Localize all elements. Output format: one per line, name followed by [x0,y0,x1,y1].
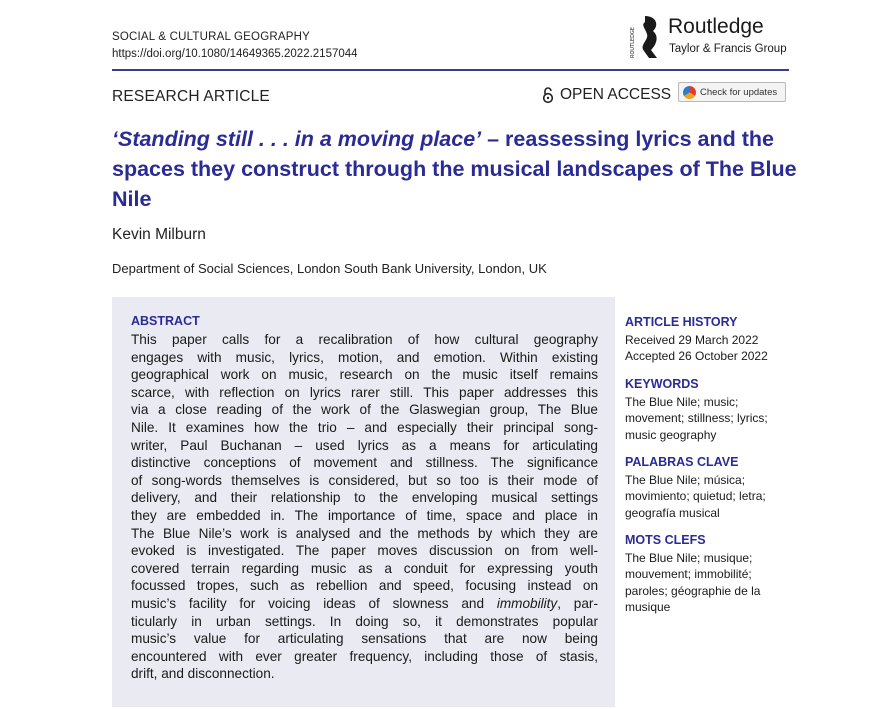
abstract-line: via a close reading of the work of the Glaswegian group, The Blue [131,402,598,418]
mots-clefs-section [625,532,795,616]
article-history-heading: ARTICLE HISTORY [625,315,738,329]
abstract-line: Nile. It examines how the trio – and especially their principal song- [131,419,598,435]
abstract-line: they are embedded in. The importance of time, space and place in [131,507,598,523]
doi-link[interactable]: https://doi.org/10.1080/14649365.2022.2157044 [112,48,358,60]
abstract-line: engages with music, lyrics, motion, and emotion. Within existing [131,349,598,365]
abstract-line: evoked is investigated. The paper moves discussion on from well- [131,543,598,559]
abstract-line: of song-words themselves is considered, but so too is their mode of [131,472,598,488]
author-affiliation: Department of Social Sciences, London South Bank University, London, UK [112,261,547,276]
abstract-line: distinctive conceptions of movement and stillness. The significance [131,455,598,471]
abstract-line: music’s value for articulating sensations that are now being [131,631,598,647]
abstract-italic-word: immobility [496,595,558,611]
abstract-line: delivery, and their relationship to the enveloping musical settings [131,490,598,506]
check-for-updates-label: Check for updates [700,86,778,98]
palabras-clave-heading: PALABRAS CLAVE [625,455,739,469]
open-lock-icon [541,86,555,104]
abstract-line: covered terrain regarding music as a conduit for expressing youth [131,560,598,576]
open-access-badge [541,86,671,104]
publisher-logo[interactable] [631,14,801,60]
received-date: Received 29 March 2022 [625,332,759,347]
abstract-line: encountered with ever greater frequency, including those of stasis, [131,648,598,664]
abstract-line: This paper calls for a recalibration of how cultural geography [131,332,598,347]
mots-clefs-list: The Blue Nile; musique; mouvement; immobilité; paroles; géographie de la musique [625,550,761,614]
accepted-date: Accepted 26 October 2022 [625,349,768,363]
palabras-clave-list: The Blue Nile; música; movimiento; quietud; letra; geografía musical [625,472,766,520]
article-title [112,124,802,214]
routledge-logo-icon [631,14,665,60]
palabras-clave-section [625,454,795,521]
abstract-text [131,331,598,683]
crossmark-icon [683,86,696,99]
abstract-line: geographical work on music, research on the music itself remains [131,367,598,383]
abstract-line: scarce, with reflection on lyrics rarer still. This paper addresses this [131,384,598,400]
keywords-section [625,376,795,443]
check-for-updates-button[interactable] [678,82,786,102]
abstract-line: The Blue Nile’s work is analysed and the methods by which they are [131,525,598,541]
keywords-heading: KEYWORDS [625,377,699,391]
abstract-line: ticularly in urban settings. In doing so, it demonstrates popular [131,613,598,629]
abstract-line-end: , par- [557,595,598,611]
title-rest: – reassessing lyrics and the spaces they construct through the musical landscapes of The Blue Nile [112,127,797,211]
abstract-heading: ABSTRACT [131,314,200,328]
author-name[interactable]: Kevin Milburn [112,226,206,243]
keywords-list: The Blue Nile; music; movement; stillness; lyrics; music geography [625,394,768,442]
abstract-line: focussed tropes, such as rebellion and speed, focusing instead on [131,578,598,594]
open-access-label: OPEN ACCESS [560,86,672,103]
mots-clefs-heading: MOTS CLEFS [625,533,706,547]
routledge-vertical-text: ROUTLEDGE [630,27,636,58]
abstract-line: drift, and disconnection. [131,666,275,682]
abstract-line-start: music’s facility for voicing ideas of slowness and [131,595,485,611]
header-divider [112,69,789,71]
article-type: RESEARCH ARTICLE [112,88,270,105]
publisher-group: Taylor & Francis Group [669,43,787,55]
abstract-line: writer, Paul Buchanan – used lyrics as a means for articulating [131,437,598,453]
abstract-line-italic [131,595,598,613]
publisher-name: Routledge [668,15,764,38]
article-history [625,314,805,365]
journal-name: SOCIAL & CULTURAL GEOGRAPHY [112,31,310,43]
title-italic-part: ‘Standing still . . . in a moving place’ [112,127,482,151]
